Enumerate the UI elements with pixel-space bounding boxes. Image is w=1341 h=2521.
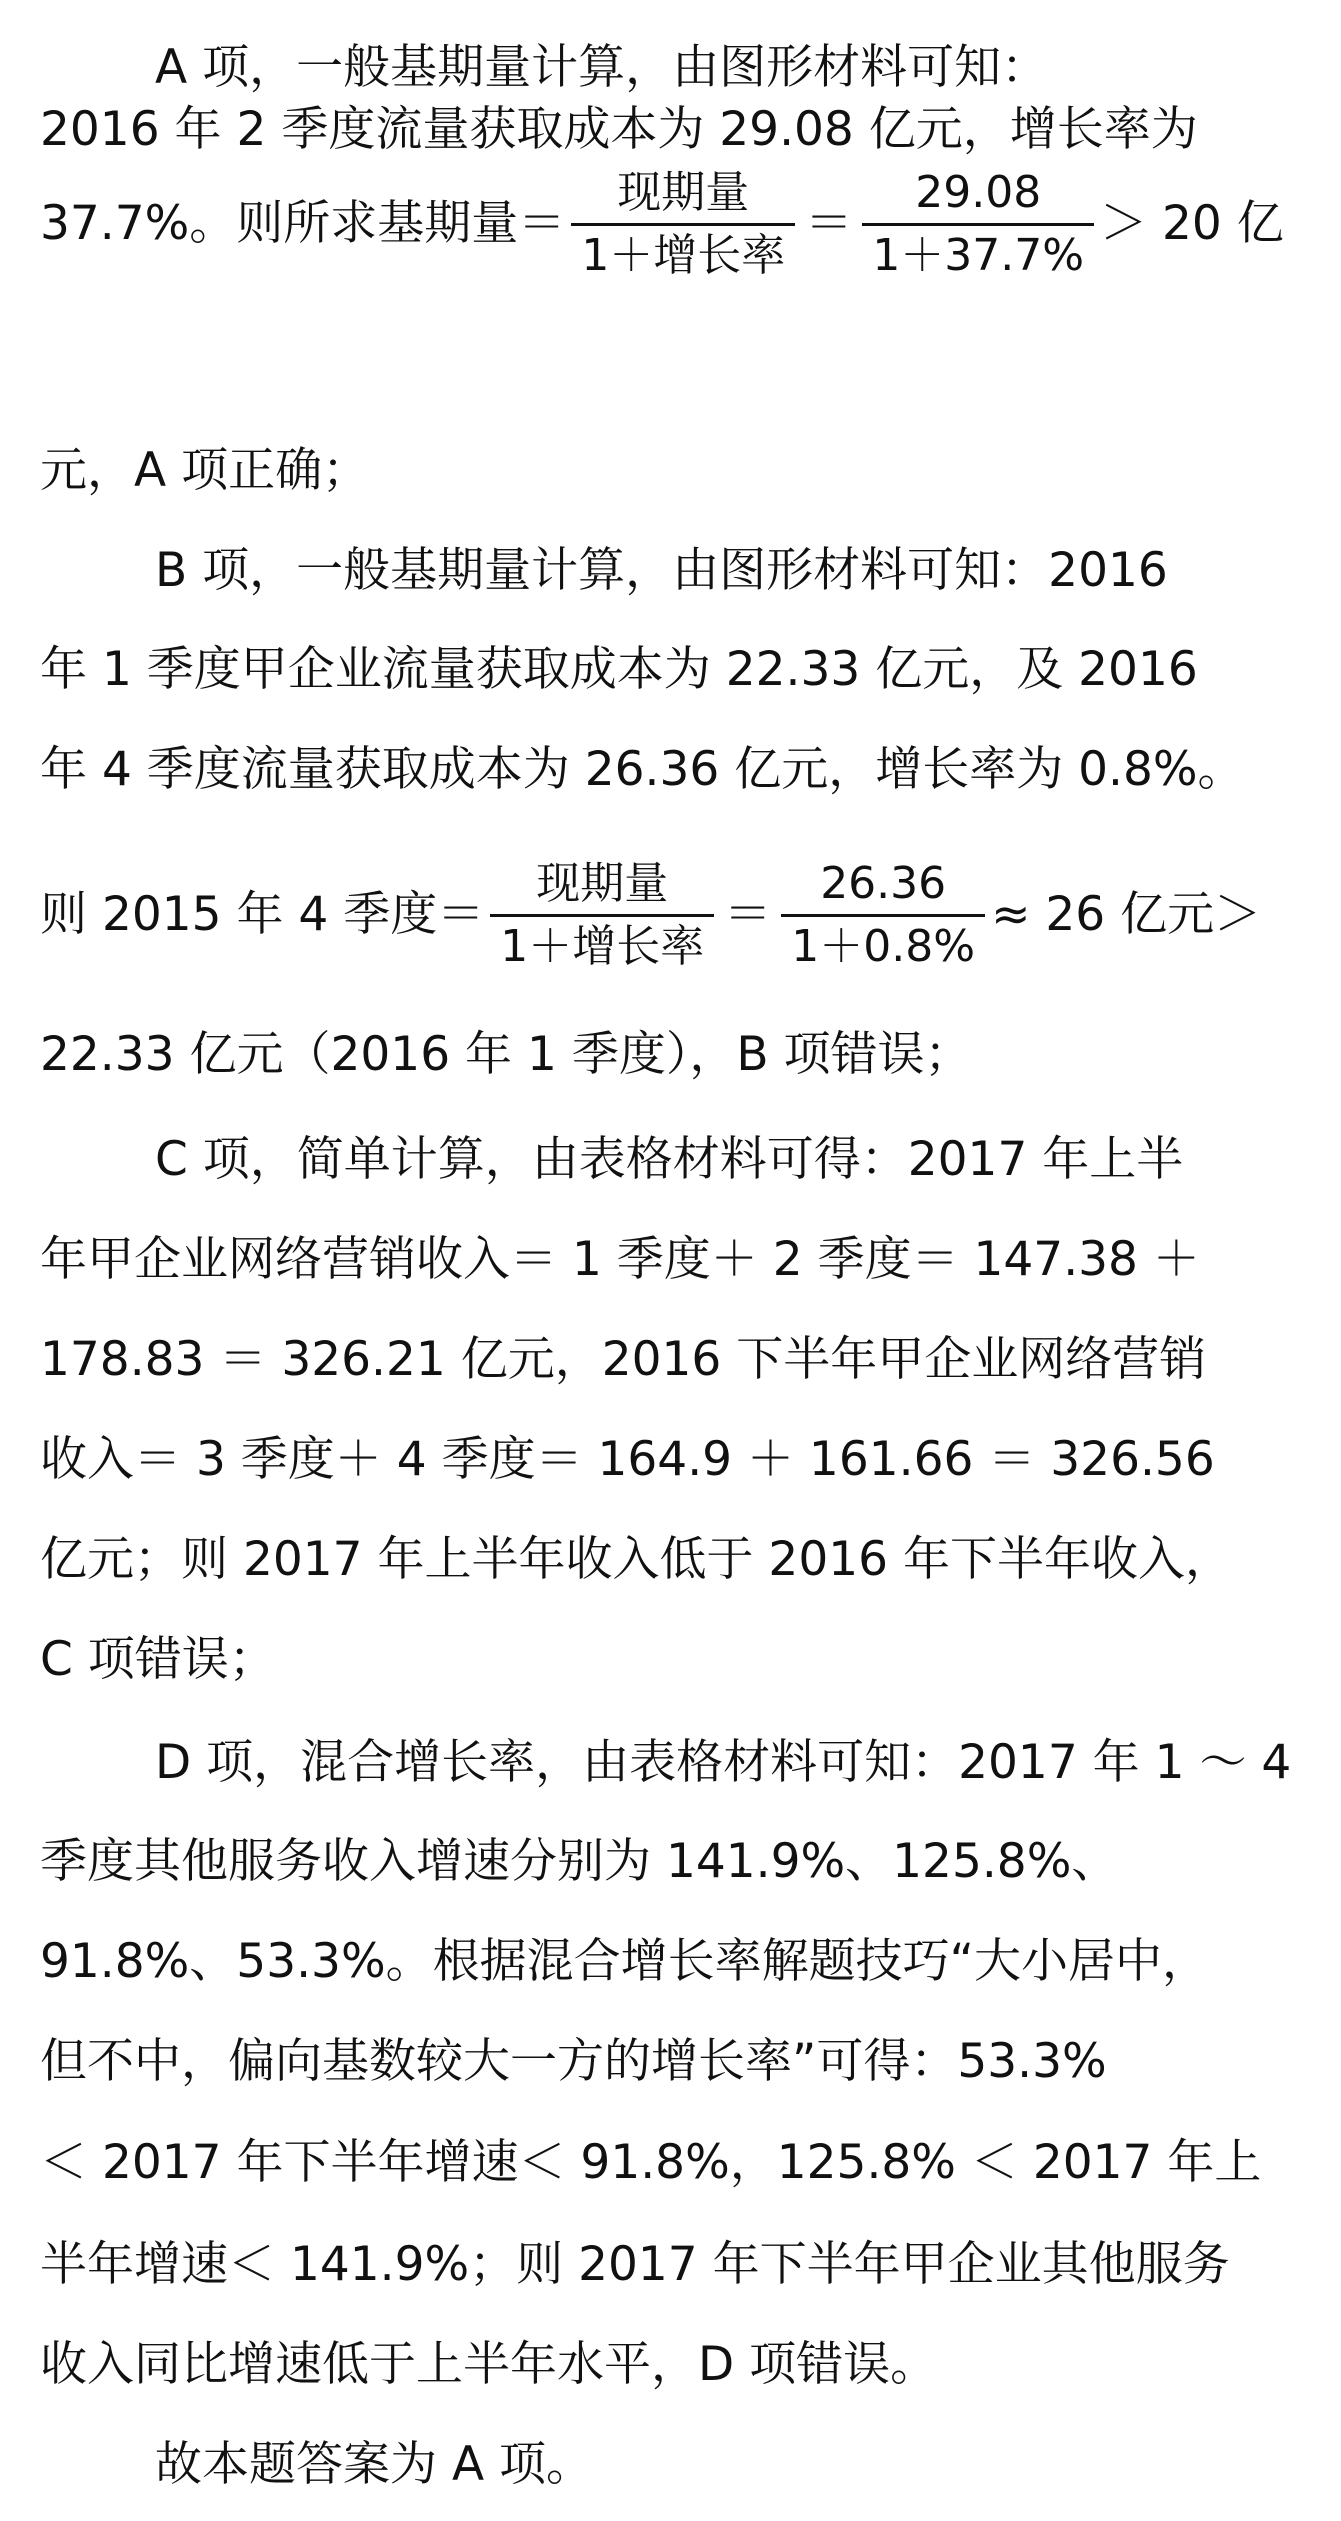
- paragraph-line: C 项，简单计算，由表格材料可得：2017 年上半: [155, 1132, 1184, 1187]
- fraction-numerator: 现期量: [536, 857, 669, 909]
- paragraph-line: 年 4 季度流量获取成本为 26.36 亿元，增长率为 0.8%。: [40, 742, 1245, 797]
- formula-prefix: 则 2015 年 4 季度＝: [40, 887, 485, 942]
- paragraph-line: 但不中，偏向基数较大一方的增长率”可得：53.3%: [40, 2034, 1107, 2089]
- formula-suffix: ≈ 26 亿元＞: [991, 887, 1262, 942]
- paragraph-line: 年甲企业网络营销收入＝ 1 季度＋ 2 季度＝ 147.38 ＋: [40, 1232, 1200, 1287]
- fraction: [781, 858, 985, 973]
- paragraph-line: 亿元；则 2017 年上半年收入低于 2016 年下半年收入，: [40, 1532, 1232, 1587]
- paragraph-line: 元，A 项正确；: [40, 443, 370, 498]
- fraction-denominator: 1＋37.7%: [862, 223, 1094, 282]
- fraction: [571, 167, 795, 282]
- fraction-denominator: 1＋增长率: [490, 914, 714, 973]
- paragraph-line: D 项，混合增长率，由表格材料可知：2017 年 1 ～ 4: [155, 1735, 1292, 1790]
- equals-sign: ＝: [805, 196, 853, 251]
- paragraph-line: 半年增速＜ 141.9%；则 2017 年下半年甲企业其他服务: [40, 2237, 1230, 2292]
- fraction-numerator: 29.08: [915, 166, 1042, 218]
- formula-suffix: ＞ 20 亿: [1100, 196, 1284, 251]
- paragraph-line: A 项，一般基期量计算，由图形材料可知：: [155, 40, 1049, 95]
- paragraph-line: 2016 年 2 季度流量获取成本为 29.08 亿元，增长率为: [40, 102, 1198, 157]
- fraction-numerator: 现期量: [617, 166, 750, 218]
- paragraph-line: 22.33 亿元（2016 年 1 季度），B 项错误；: [40, 1027, 972, 1082]
- paragraph-line: C 项错误；: [40, 1632, 276, 1687]
- formula-line-b: [40, 857, 1302, 972]
- paragraph-line: 收入＝ 3 季度＋ 4 季度＝ 164.9 ＋ 161.66 ＝ 326.56: [40, 1432, 1215, 1487]
- paragraph-line: 季度其他服务收入增速分别为 141.9%、125.8%、: [40, 1834, 1119, 1889]
- fraction-denominator: 1＋增长率: [571, 223, 795, 282]
- fraction-denominator: 1＋0.8%: [781, 914, 985, 973]
- paragraph-line: 178.83 ＝ 326.21 亿元，2016 下半年甲企业网络营销: [40, 1332, 1207, 1387]
- formula-line-a: [40, 166, 1302, 281]
- paragraph-line: B 项，一般基期量计算，由图形材料可知：2016: [155, 543, 1168, 598]
- paragraph-line: ＜ 2017 年下半年增速＜ 91.8%，125.8% ＜ 2017 年上: [40, 2135, 1262, 2190]
- paragraph-line: 91.8%、53.3%。根据混合增长率解题技巧“大小居中，: [40, 1934, 1209, 1989]
- equals-sign: ＝: [724, 887, 772, 942]
- formula-prefix: 37.7%。则所求基期量＝: [40, 196, 566, 251]
- paragraph-line: 故本题答案为 A 项。: [155, 2437, 594, 2492]
- fraction-numerator: 26.36: [820, 857, 947, 909]
- paragraph-line: 年 1 季度甲企业流量获取成本为 22.33 亿元，及 2016: [40, 642, 1198, 697]
- fraction: [490, 858, 714, 973]
- paragraph-line: 收入同比增速低于上半年水平，D 项错误。: [40, 2337, 938, 2392]
- fraction: [862, 167, 1094, 282]
